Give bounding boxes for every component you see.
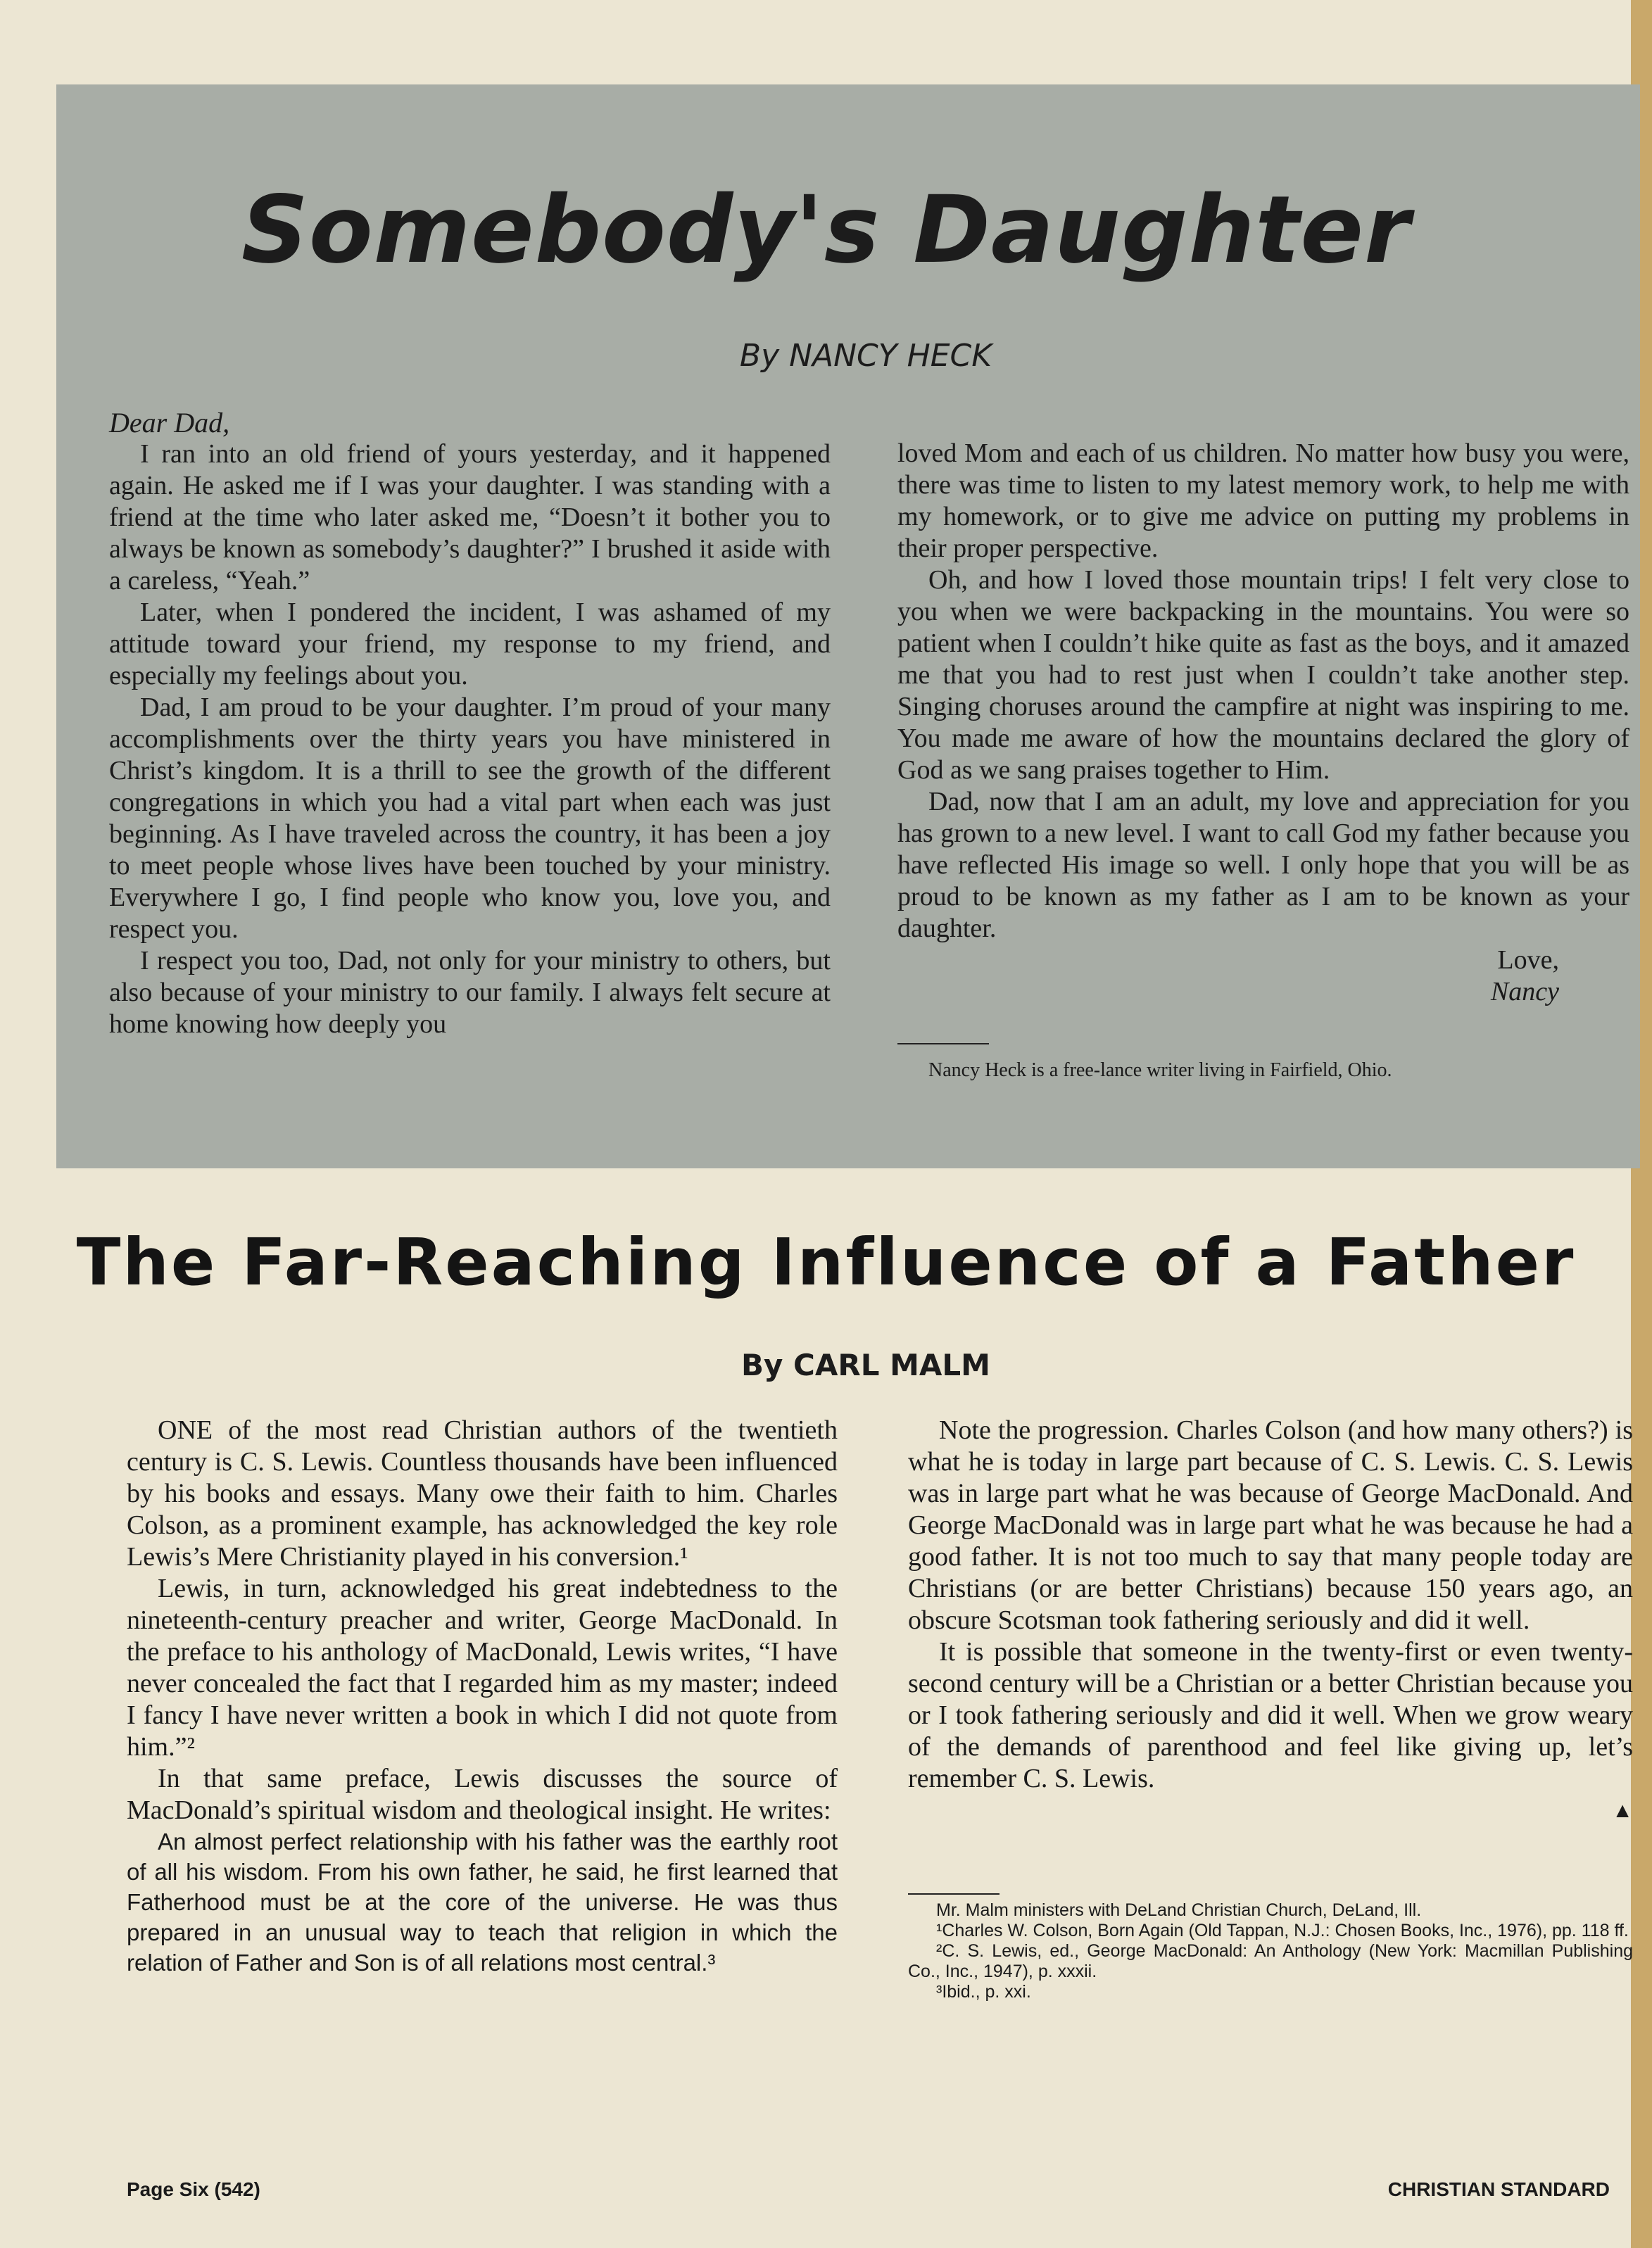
footnote: ³Ibid., p. xxi.	[936, 1982, 1031, 2002]
article2-column-right	[908, 1415, 1633, 2002]
footnotes	[908, 1893, 1633, 2002]
paragraph: Dad, now that I am an adult, my love and appreciation for you has grown to a new level. I want to call God my father because you have reflected His image so well. I only hope that you will be as proud to be known as my father as I am to be known as your daughter.	[897, 787, 1629, 943]
end-mark-icon: ▲	[1612, 1799, 1633, 1822]
footnote: Mr. Malm ministers with DeLand Christian Church, DeLand, Ill.	[936, 1900, 1422, 1920]
footnote: ¹Charles W. Colson, Born Again (Old Tappan, N.J.: Chosen Books, Inc., 1976), pp. 118 ff.	[936, 1921, 1629, 1940]
paragraph: I respect you too, Dad, not only for your ministry to others, but also because of your ministry to our family. I always felt secure at home knowing how deeply you	[109, 946, 831, 1039]
closing: Love,	[1497, 945, 1559, 975]
paragraph: Oh, and how I loved those mountain trips! I felt very close to you when we were backpacking in the mountains. You were so patient when I couldn’t hike quite as fast as the boys, and it amazed me that you had to rest just when I couldn’t take another step. Singing choruses around the campfire at night was inspiring to me. You made me aware of how the mountains declared the glory of God as we sang praises together to Him.	[897, 565, 1629, 785]
paragraph-continued: loved Mom and each of us children. No matter how busy you were, there was time to listen to my latest memory work, to help me with my homework, or to give me advice on putting my problems in their proper perspective.	[897, 438, 1629, 563]
article1-column-right	[897, 438, 1629, 1082]
article1-byline: By NANCY HECK	[739, 338, 992, 374]
publication-name: CHRISTIAN STANDARD	[1387, 2178, 1610, 2200]
author-note: Nancy Heck is a free-lance writer living in Fairfield, Ohio.	[928, 1059, 1392, 1081]
paragraph: Later, when I pondered the incident, I was ashamed of my attitude toward your friend, my response to my friend, and especially my feelings about you.	[109, 598, 831, 690]
page-number: Page Six (542)	[127, 2178, 260, 2200]
paragraph: In that same preface, Lewis discusses the source of MacDonald’s spiritual wisdom and theological insight. He writes:	[127, 1764, 838, 1825]
divider	[897, 1043, 989, 1044]
article1-title: Somebody's Daughter	[241, 176, 1411, 284]
paragraph: It is possible that someone in the twenty-first or even twenty-second century will be a Christian or a better Christian because you or I took fathering seriously and did it well. When we grow weary of the demands of parenthood and feel like giving up, let’s remember C. S. Lewis.	[908, 1637, 1633, 1793]
paragraph: Lewis, in turn, acknowledged his great indebtedness to the nineteenth-century preacher and writer, George MacDonald. In the preface to his anthology of MacDonald, Lewis writes, “I have never concealed the fact that I regarded him as my master; indeed I fancy I have never written a book in which I did not quote from him.”²	[127, 1574, 838, 1762]
article2-column-left	[127, 1415, 838, 1978]
paragraph: Note the progression. Charles Colson (and how many others?) is what he is today in large part because of C. S. Lewis. C. S. Lewis was in large part what he was because of George MacDonald. And George MacDonald was in large part what he was because he had a good father. It is not too much to say that many people today are Christians (or are better Christians) because 150 years ago, an obscure Scotsman took fathering seriously and did it well.	[908, 1415, 1633, 1635]
footnote: ²C. S. Lewis, ed., George MacDonald: An Anthology (New York: Macmillan Publishing Co., Inc., 1947), p. xxxii.	[908, 1941, 1633, 1981]
article1-column-left	[109, 407, 831, 1040]
article2-title: The Far-Reaching Influence of a Father	[76, 1225, 1576, 1300]
salutation: Dear Dad,	[109, 407, 230, 438]
paragraph: Dad, I am proud to be your daughter. I’m proud of your many accomplishments over the thirty years you have ministered in Christ’s kingdom. It is a thrill to see the growth of the different congregations in which you had a vital part when each was just beginning. As I have traveled across the country, it has been a joy to meet people whose lives have been touched by your ministry. Everywhere I go, I find people who know you, love you, and respect you.	[109, 693, 831, 944]
signature: Nancy	[1490, 977, 1559, 1006]
divider	[908, 1893, 1000, 1895]
paragraph: I ran into an old friend of yours yesterday, and it happened again. He asked me if I was your daughter. I was standing with a friend at the time who later asked me, “Doesn’t it bother you to always be known as somebody’s daughter?” I brushed it aside with a careless, “Yeah.”	[109, 439, 831, 595]
article2-byline: By CARL MALM	[741, 1348, 990, 1382]
paragraph: ONE of the most read Christian authors of the twentieth century is C. S. Lewis. Countless thousands have been influenced by his books and essays. Many owe their faith to him. Charles Colson, as a prominent example, has acknowledged the key role Lewis’s Mere Christianity played in his conversion.¹	[127, 1415, 838, 1572]
block-quote: An almost perfect relationship with his father was the earthly root of all his wisdom. From his own father, he said, he first learned that Fatherhood must be at the core of the universe. He was thus prepared in an unusual way to teach that religion in which the relation of Father and Son is of all relations most central.³	[127, 1829, 838, 1976]
